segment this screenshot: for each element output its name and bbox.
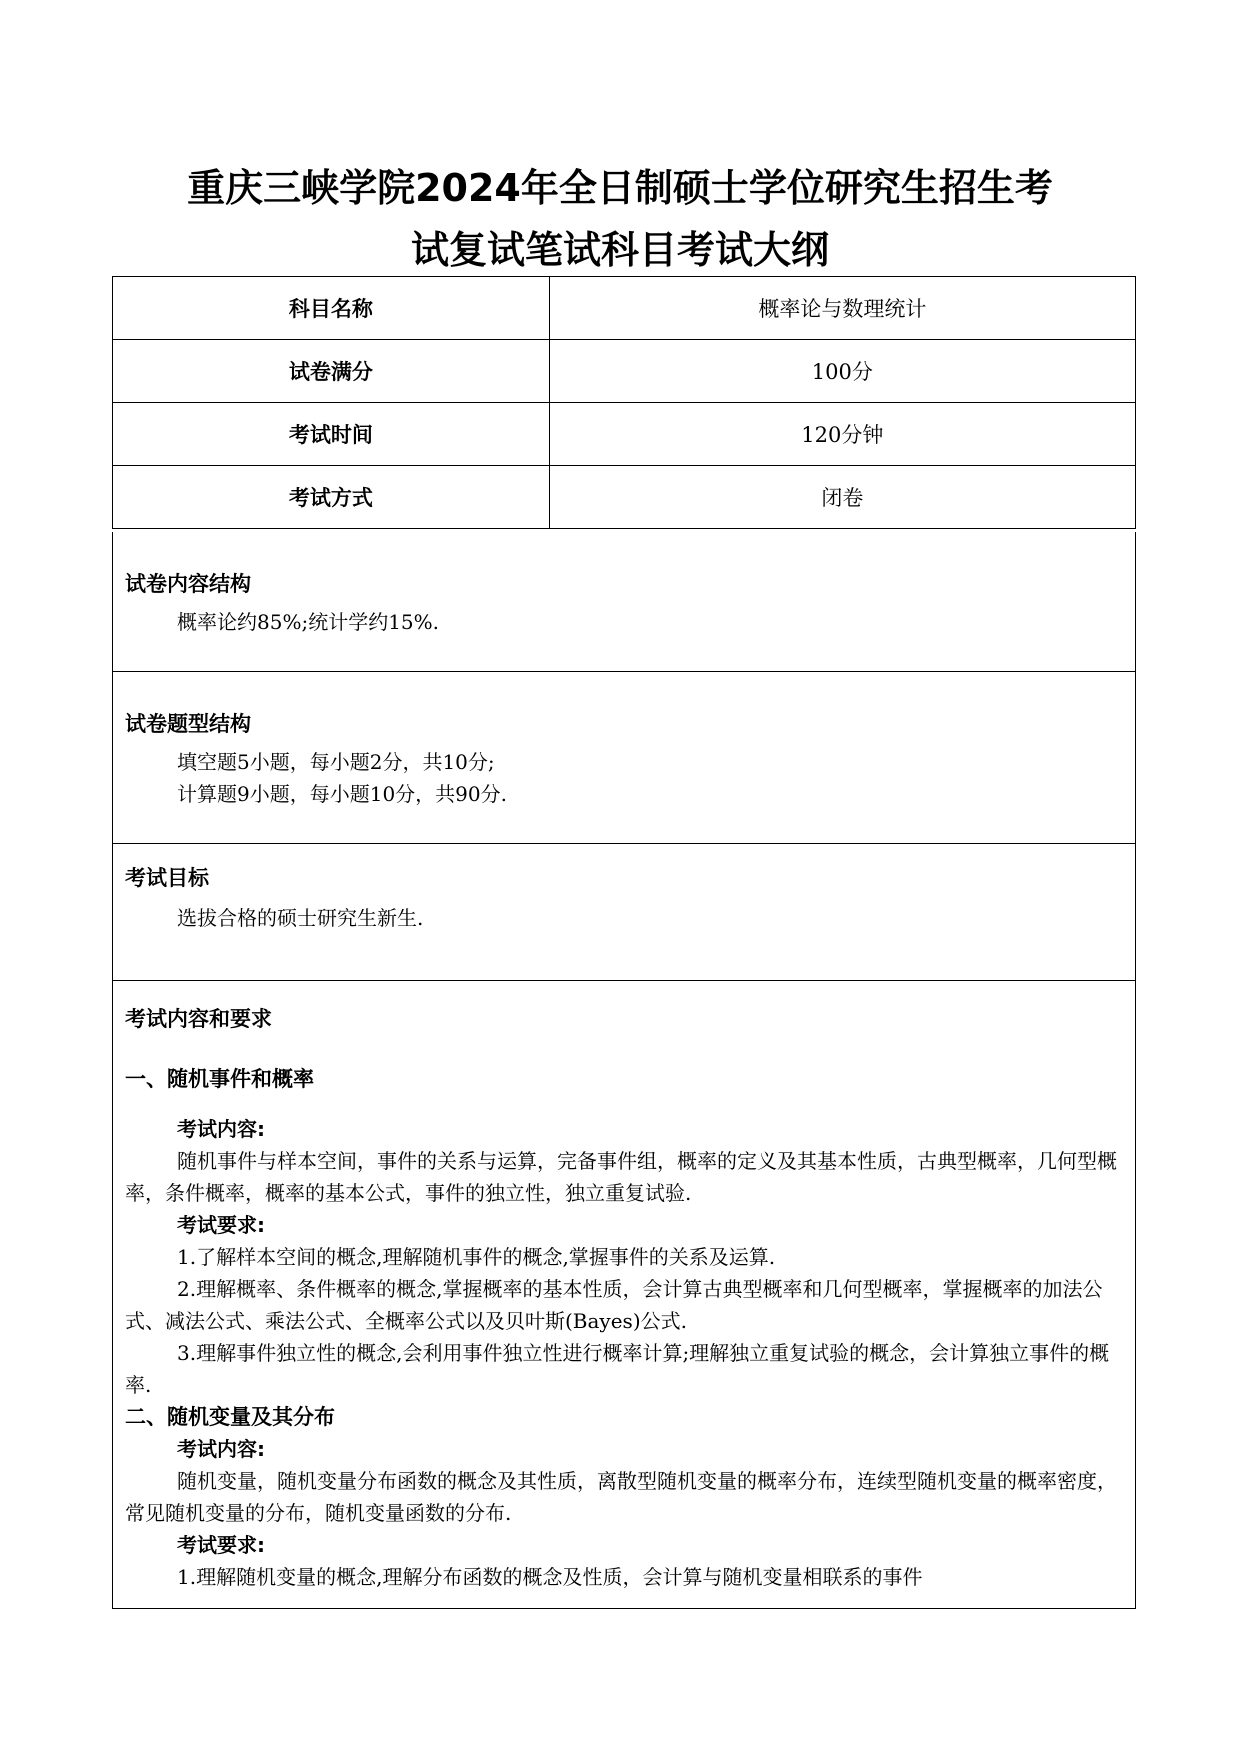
chapter2-req-item: 1.理解随机变量的概念,理解分布函数的概念及性质，会计算与随机变量相联系的事件 — [177, 1565, 923, 1589]
exam-info-table — [112, 276, 1136, 529]
question-structure-line: 填空题5小题，每小题2分，共10分; — [177, 750, 495, 774]
chapter1-req-label: 考试要求: — [177, 1213, 265, 1237]
question-structure-heading: 试卷题型结构 — [125, 712, 251, 736]
chapter2-req-label: 考试要求: — [177, 1533, 265, 1557]
content-structure-text: 概率论约85%;统计学约15%. — [177, 610, 440, 634]
exam-mode-value: 闭卷 — [549, 466, 1135, 529]
document-title-line2: 试复试笔试科目考试大纲 — [410, 228, 829, 272]
table-row — [113, 403, 1136, 466]
objective-text: 选拔合格的硕士研究生新生. — [177, 906, 424, 930]
exam-time-value: 120分钟 — [549, 403, 1135, 466]
objective-section — [112, 844, 1136, 981]
table-row — [113, 277, 1136, 340]
chapter1-req-item: 1.了解样本空间的概念,理解随机事件的概念,掌握事件的关系及运算. — [177, 1245, 776, 1269]
chapter2-content-label: 考试内容: — [177, 1437, 265, 1461]
chapter1-req-item: 3.理解事件独立性的概念,会利用事件独立性进行概率计算;理解独立重复试验的概念，会计算独立事件的概率. — [125, 1341, 1110, 1397]
chapter1-req-item: 2.理解概率、条件概率的概念,掌握概率的基本性质，会计算古典型概率和几何型概率，掌握概率的加法公式、减法公式、乘法公式、全概率公式以及贝叶斯(Bayes)公式. — [125, 1277, 1103, 1333]
full-score-label: 试卷满分 — [113, 340, 550, 403]
requirements-section — [112, 981, 1136, 1609]
exam-time-label: 考试时间 — [113, 403, 550, 466]
content-structure-section — [112, 532, 1136, 672]
question-structure-line: 计算题9小题，每小题10分，共90分. — [177, 782, 507, 806]
chapter1-content-label: 考试内容: — [177, 1117, 265, 1141]
subject-name-value: 概率论与数理统计 — [549, 277, 1135, 340]
document-title-line1: 重庆三峡学院2024年全日制硕士学位研究生招生考 — [187, 166, 1053, 210]
requirements-heading: 考试内容和要求 — [125, 1007, 272, 1031]
chapter1-content-text: 随机事件与样本空间，事件的关系与运算，完备事件组，概率的定义及其基本性质，古典型概率，几何型概率，条件概率，概率的基本公式，事件的独立性，独立重复试验. — [125, 1149, 1117, 1205]
full-score-value: 100分 — [549, 340, 1135, 403]
chapter1-title: 一、随机事件和概率 — [125, 1067, 314, 1091]
table-row — [113, 340, 1136, 403]
chapter2-content-text: 随机变量，随机变量分布函数的概念及其性质，离散型随机变量的概率分布，连续型随机变量的概率密度，常见随机变量的分布，随机变量函数的分布. — [125, 1469, 1117, 1525]
exam-mode-label: 考试方式 — [113, 466, 550, 529]
objective-heading: 考试目标 — [125, 866, 209, 890]
question-structure-section — [112, 672, 1136, 844]
chapter2-title: 二、随机变量及其分布 — [125, 1405, 335, 1429]
subject-name-label: 科目名称 — [113, 277, 550, 340]
table-row — [113, 466, 1136, 529]
content-structure-heading: 试卷内容结构 — [125, 572, 251, 596]
